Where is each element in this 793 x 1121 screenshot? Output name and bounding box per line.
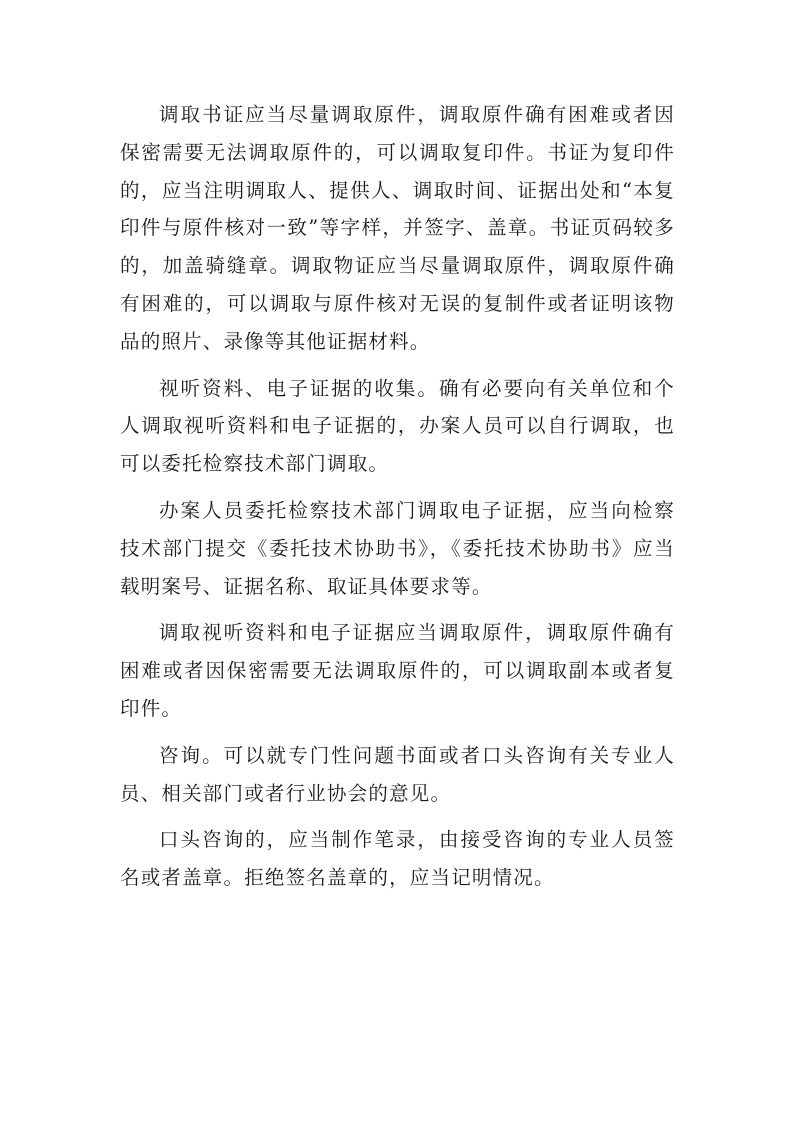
paragraph-4: 调取视听资料和电子证据应当调取原件，调取原件确有困难或者因保密需要无法调取原件的，可以调取副本或者复印件。 bbox=[120, 621, 675, 720]
paragraph-3: 办案人员委托检察技术部门调取电子证据，应当向检察技术部门提交《委托技术协助书》，《委托技术协助书》应当载明案号、证据名称、取证具体要求等。 bbox=[120, 498, 675, 598]
paragraph-6: 口头咨询的，应当制作笔录，由接受咨询的专业人员签名或者盖章。拒绝签名盖章的，应当记明情况。 bbox=[120, 828, 675, 890]
paragraph-1: 调取书证应当尽量调取原件，调取原件确有困难或者因保密需要无法调取原件的，可以调取复印件。书证为复印件的，应当注明调取人、提供人、调取时间、证据出处和“本复印件与原件核对一致”等字样，并签字、盖章。书证页码较多的，加盖骑缝章。调取物证应当尽量调取原件，调取原件确有困难的，可以调取与原件核对无误的复制件或者证明该物品的照片、录像等其他证据材料。 bbox=[120, 103, 675, 353]
paragraph-5: 咨询。可以就专门性问题书面或者口头咨询有关专业人员、相关部门或者行业协会的意见。 bbox=[120, 743, 675, 805]
document-body bbox=[120, 96, 675, 906]
paragraph-2: 视听资料、电子证据的收集。确有必要向有关单位和个人调取视听资料和电子证据的，办案人员可以自行调取，也可以委托检察技术部门调取。 bbox=[120, 376, 675, 476]
